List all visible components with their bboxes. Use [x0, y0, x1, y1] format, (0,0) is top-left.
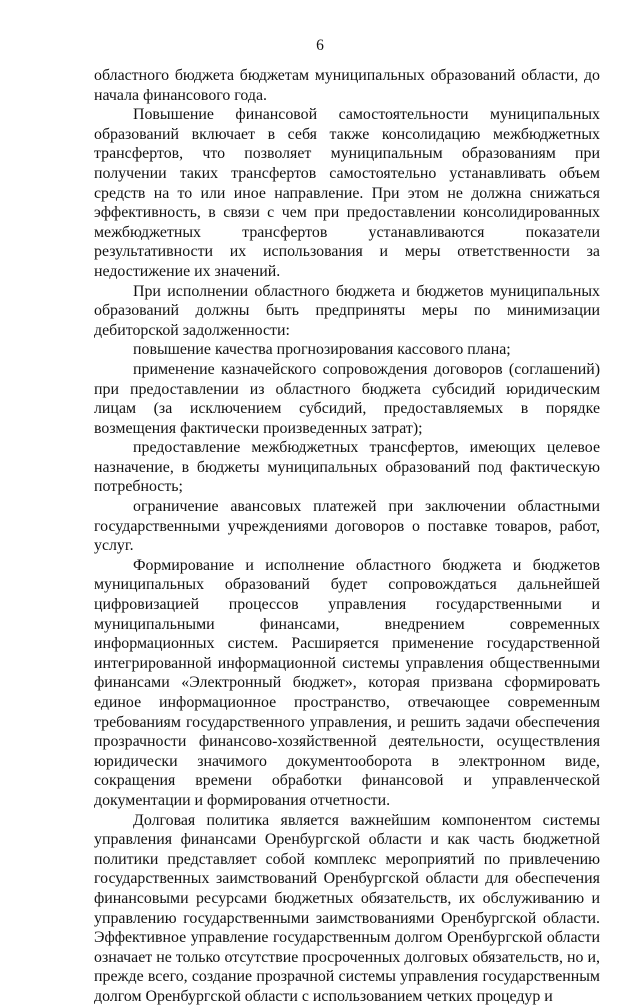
page-number: 6 [316, 37, 324, 54]
paragraph-receivables-measures: При исполнении областного бюджета и бюджетов муниципальных образований должны быть предприняты меры по минимизации дебиторской задолженности: [94, 282, 600, 339]
paragraph-budget-start-continuation: областного бюджета бюджетам муниципальных образований области, до начала финансового года. [94, 67, 600, 104]
body-text [94, 66, 600, 1007]
list-item-advance-payments-limit: ограничение авансовых платежей при заключении областными государственными учреждениями договоров о поставке товаров, работ, услуг. [94, 498, 600, 555]
list-item-cash-plan-forecasting: повышение качества прогнозирования кассового плана; [133, 341, 511, 359]
list-item-treasury-support: применение казначейского сопровождения договоров (соглашений) при предоставлении из областного бюджета субсидий юридическим лицам (за исключением субсидий, предоставляемых в порядке возмещения фактически произведенных затрат); [94, 360, 600, 437]
paragraph-financial-independence: Повышение финансовой самостоятельности муниципальных образований включает в себя также консолидацию межбюджетных трансфертов, что позволяет муниципальным образованиям при получении таких трансфертов самостоятельно устанавливать объем средств на то или иное направление. При этом не должна снижаться эффективность, в связи с чем при предоставлении консолидированных межбюджетных трансфертов устанавливаются показатели результативности их использования и меры ответственности за недостижение их значений. [94, 106, 600, 280]
paragraph-digitalization: Формирование и исполнение областного бюджета и бюджетов муниципальных образований будет сопровождаться дальнейшей цифровизацией процессов управления государственными и муниципальными финансами, внедрением современных информационных систем. Расширяется применение государственной интегрированной информационной системы управления общественными финансами «Электронный бюджет», которая призвана сформировать единое информационное пространство, отвечающее современным требованиям государственного управления, и решить задачи обеспечения прозрачности финансово-хозяйственной деятельности, осуществления юридически значимого документооборота в электронном виде, сокращения времени обработки финансовой и управленческой документации и формирования отчетности. [94, 556, 600, 809]
paragraph-debt-policy: Долговая политика является важнейшим компонентом системы управления финансами Оренбургской области и как часть бюджетной политики представляет собой комплекс мероприятий по привлечению государственных заимствований Оренбургской области для обеспечения финансовыми ресурсами бюджетных обязательств, их обслуживанию и управлению государственными заимствованиями Оренбургской области. Эффективное управление государственным долгом Оренбургской области означает не только отсутствие просроченных долговых обязательств, но и, прежде всего, создание прозрачной системы управления государственным долгом Оренбургской области с использованием четких процедур и [94, 811, 600, 1005]
list-item-targeted-transfers: предоставление межбюджетных трансфертов, имеющих целевое назначение, в бюджеты муниципальных образований под фактическую потребность; [94, 439, 600, 496]
